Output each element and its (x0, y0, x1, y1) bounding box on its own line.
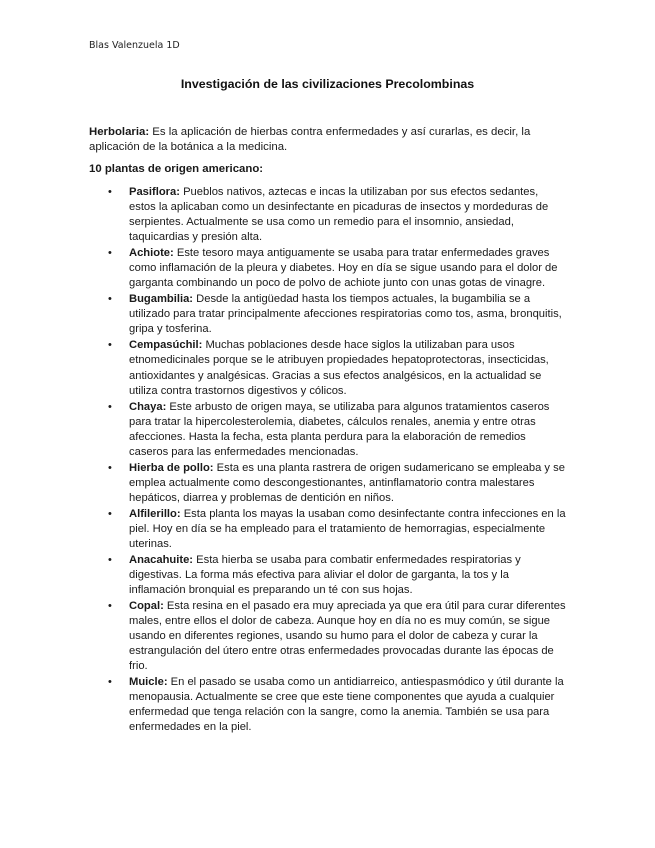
author-header: Blas Valenzuela 1D (89, 40, 180, 51)
list-item (89, 599, 567, 674)
plant-description: Desde la antigüedad hasta los tiempos actuales, la bugambilia se a utilizado para tratar principalmente afecciones respiratorias como tos, asma, bronquitis, gripa y tosferina. (129, 293, 562, 336)
document-title: Investigación de las civilizaciones Precolombinas (180, 77, 475, 91)
plant-description: Pueblos nativos, aztecas e incas la utilizaban por sus efectos sedantes, estos la aplicaban como un desinfectante en picaduras de insectos y mordeduras de serpientes. Actualmente se usa como un remedio para el insomnio, ansiedad, taquicardias y presión alta. (129, 186, 549, 244)
intro-paragraph (89, 125, 569, 155)
plant-name: Achiote: (129, 247, 174, 260)
list-item (89, 461, 567, 506)
plant-description: Muchas poblaciones desde hace siglos la utilizaban para usos etnomedicinales porque se le atribuyen propiedades hepatoprotectoras, insecticidas, antioxidantes y analgésicas. Gracias a sus efectos analgésicos, en la actualidad se utiliza contra trastornos digestivos y cólicos. (129, 339, 549, 397)
bullet-icon: • (108, 676, 112, 689)
plant-description: En el pasado se usaba como un antidiarreico, antiespasmódico y útil durante la menopausia. Actualmente se cree que este tiene componentes que ayuda a cualquier enfermedad que tenga relación con la sangre, como la anemia. También se usa para enfermedades en la piel. (129, 676, 564, 734)
list-item (89, 507, 567, 552)
list-item (89, 185, 567, 245)
bullet-icon: • (108, 553, 112, 566)
bullet-icon: • (108, 293, 112, 306)
list-item (89, 246, 567, 291)
bullet-icon: • (108, 599, 112, 612)
intro-text: Es la aplicación de hierbas contra enfermedades y así curarlas, es decir, la aplicación de la botánica a la medicina. (89, 126, 531, 153)
plant-name: Bugambilia: (129, 293, 194, 306)
list-item (89, 400, 567, 460)
plant-name: Copal: (129, 599, 164, 612)
list-item (89, 338, 567, 398)
plant-name: Anacahuite: (129, 553, 194, 566)
bullet-icon: • (108, 339, 112, 352)
plant-name: Muicle: (129, 676, 168, 689)
plant-description: Esta resina en el pasado era muy apreciada ya que era útil para curar diferentes males, entre ellos el dolor de cabeza. Aunque hoy en día no es muy común, se sigue usando en diferentes regiones, usando su humo para el dolor de cabeza y curar la estrangulación del útero entre otras enfermedades provocadas durante las épocas de frio. (129, 599, 566, 673)
list-item (89, 675, 567, 735)
plants-subheading: 10 plantas de origen americano: (89, 163, 264, 175)
plant-name: Alfilerillo: (129, 507, 181, 520)
bullet-icon: • (108, 186, 112, 198)
plant-name: Chaya: (129, 400, 167, 413)
plant-name: Cempasúchil: (129, 339, 203, 352)
intro-term: Herbolaria: (89, 126, 150, 138)
bullet-icon: • (108, 247, 112, 260)
bullet-icon: • (108, 400, 112, 413)
plant-name: Hierba de pollo: (129, 461, 214, 474)
list-item (89, 292, 567, 337)
bullet-icon: • (108, 507, 112, 520)
plant-description: Esta es una planta rastrera de origen sudamericano se empleaba y se emplea actualmente como descongestionantes, antinflamatorio contra malestares hepáticos, diarrea y problemas de dentición en niños. (129, 461, 565, 504)
plant-description: Este arbusto de origen maya, se utilizaba para algunos tratamientos caseros para tratar la hipercolesterolemia, diabetes, cálculos renales, anemia y entre otras afecciones. Hasta la fecha, esta planta perdura para la elaboración de remedios caseros para las enfermedades mencionadas. (129, 400, 550, 458)
plants-list (89, 185, 567, 736)
list-item (89, 553, 567, 598)
plant-description: Esta planta los mayas la usaban como desinfectante contra infecciones en la piel. Hoy en día se ha empleado para el tratamiento de hemorragias, especialmente uterinas. (129, 507, 566, 550)
bullet-icon: • (108, 461, 112, 474)
plant-description: Este tesoro maya antiguamente se usaba para tratar enfermedades graves como inflamación de la pleura y diabetes. Hoy en día se sigue usando para el dolor de garganta combinando un poco de polvo de achiote junto con unas gotas de vinagre. (129, 247, 558, 290)
plant-name: Pasiflora: (129, 186, 180, 198)
plant-description: Esta hierba se usaba para combatir enfermedades respiratorias y digestivas. La forma más efectiva para aliviar el dolor de garganta, la tos y la inflamación bronquial es preparando un té con sus hojas. (129, 553, 521, 597)
